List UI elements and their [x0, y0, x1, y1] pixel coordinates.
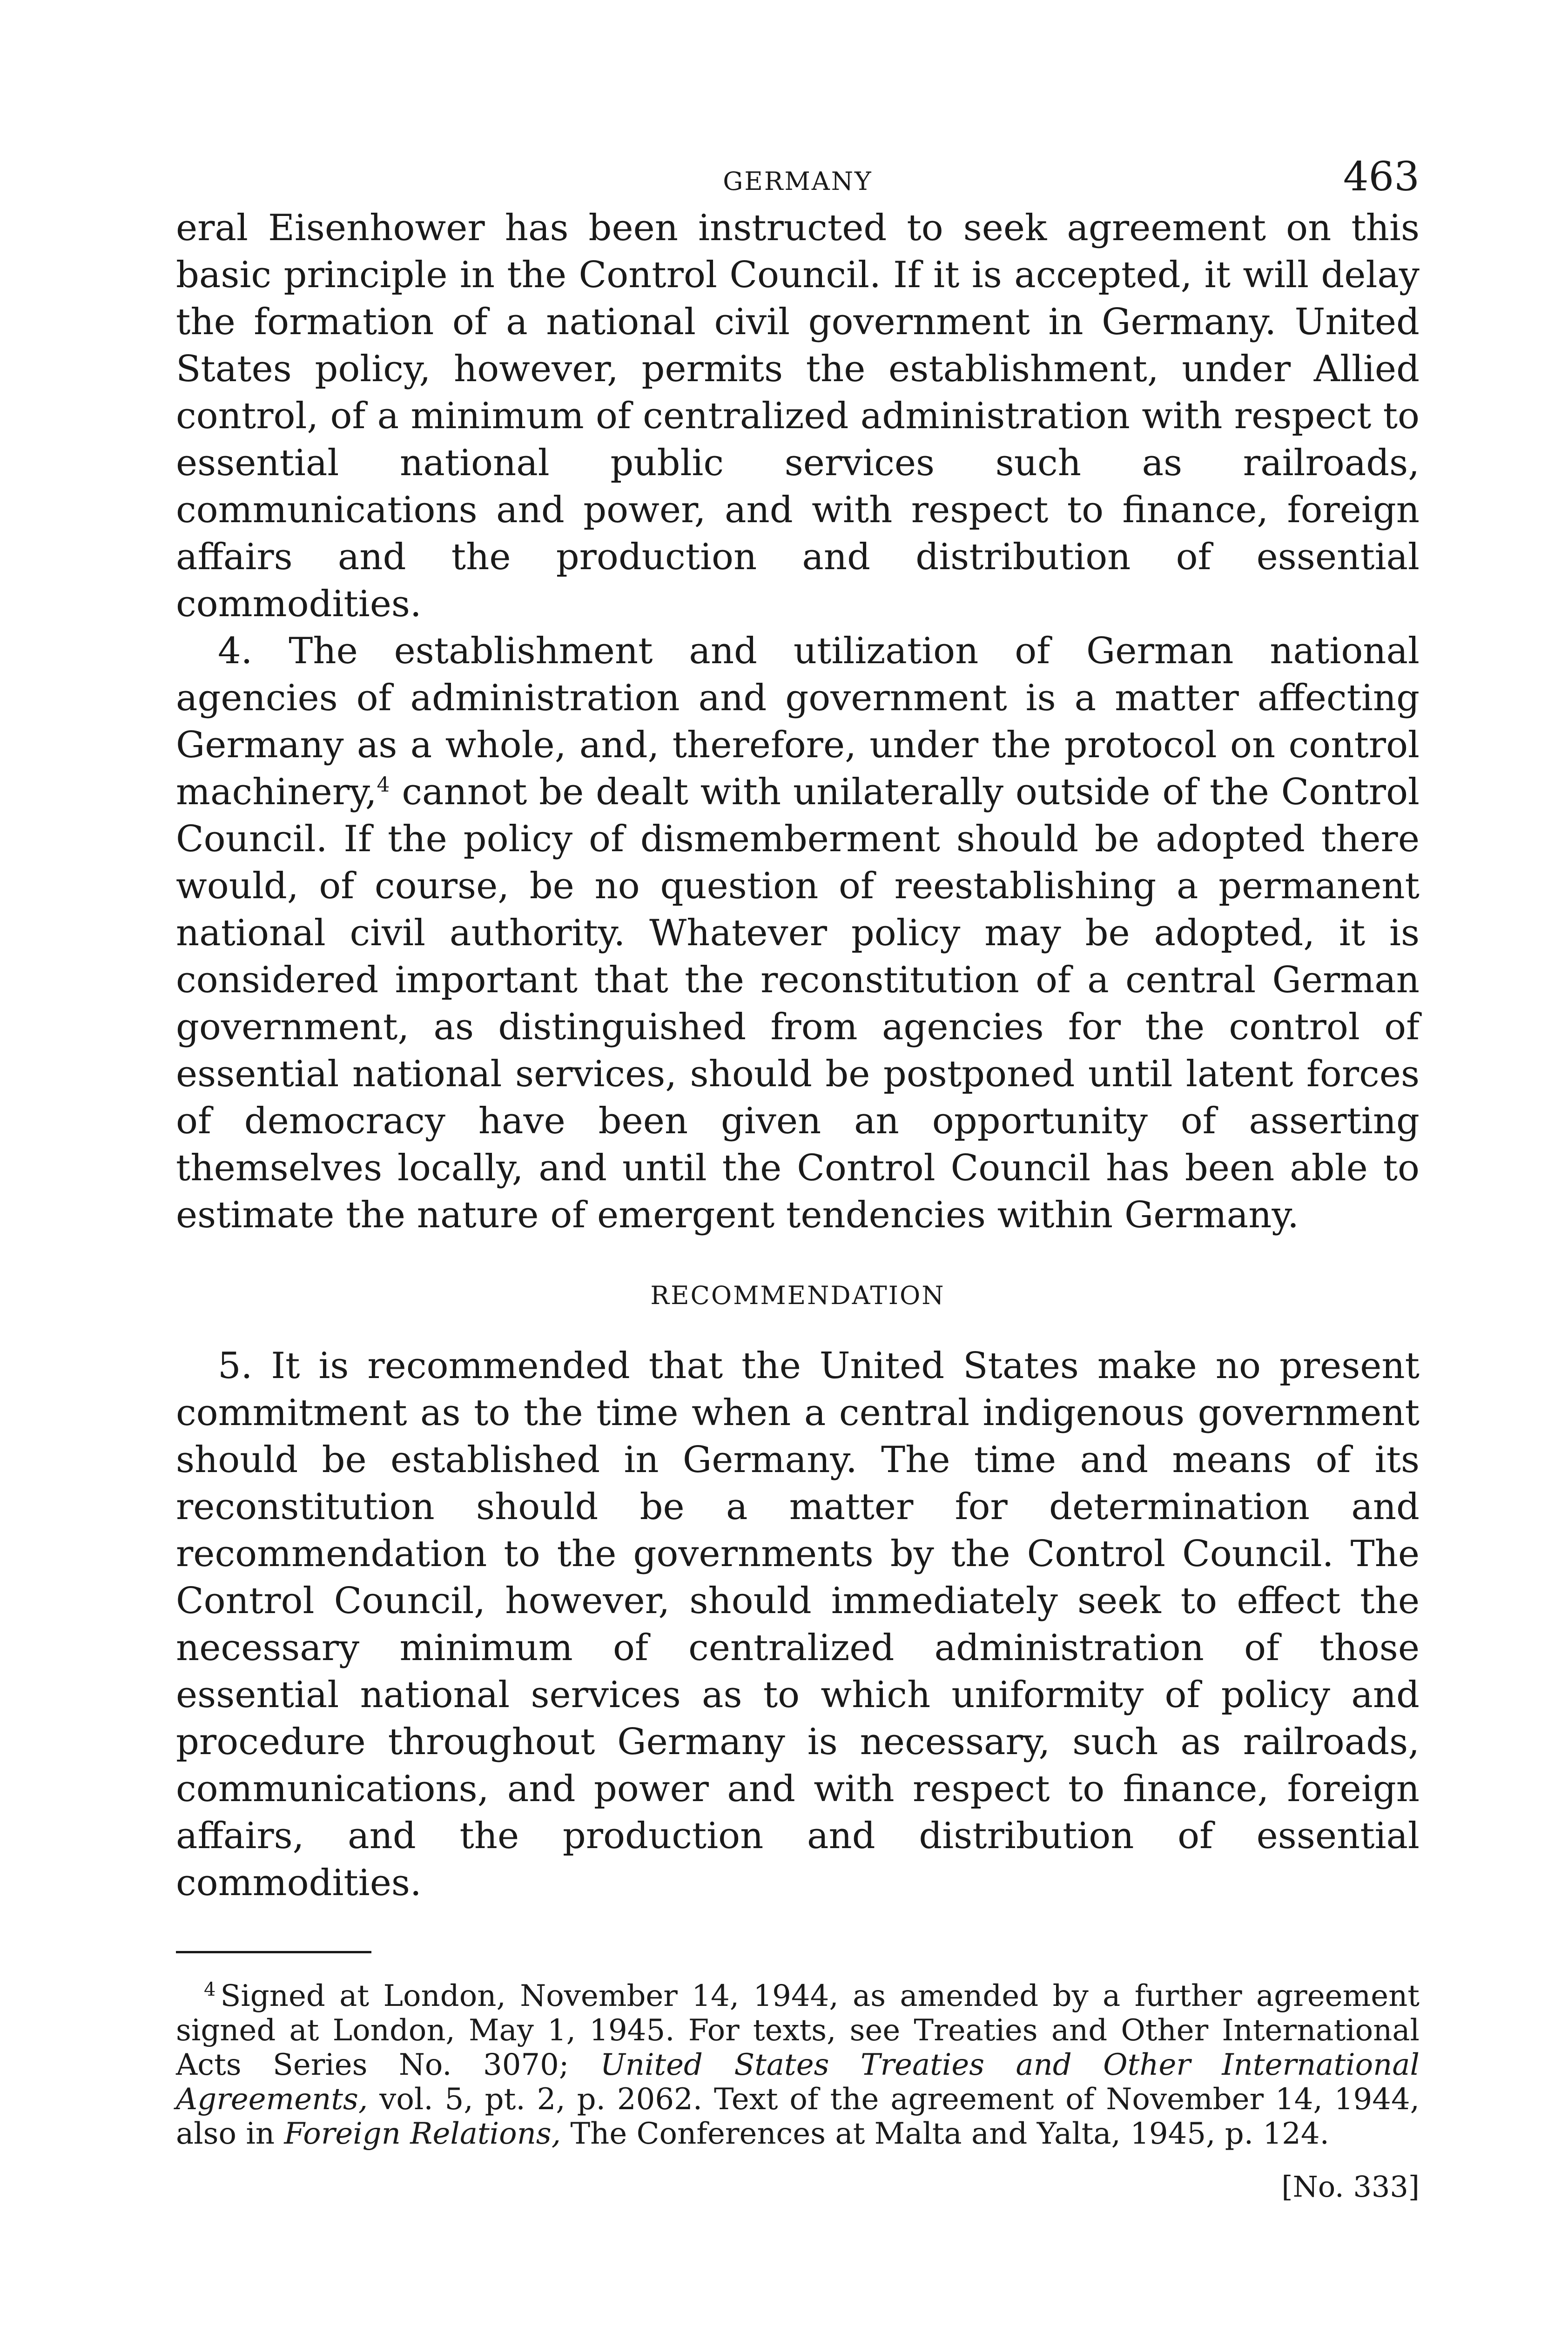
- footnote-divider: [176, 1951, 371, 1953]
- running-title: GERMANY: [723, 167, 873, 196]
- body-text: [176, 205, 1420, 1907]
- footnote-reference: 4: [377, 773, 390, 797]
- document-page: [176, 154, 1420, 2204]
- footnote-mark: 4: [204, 1978, 216, 2000]
- running-head: [176, 154, 1420, 205]
- footnote-text-2: vol. 5, pt. 2, p. 2062. Text of the agreement of November 14, 1944, also in: [176, 2082, 1420, 2151]
- footnote-italic-title-1: United States Treaties and Other International Agreements,: [176, 2048, 1420, 2117]
- page-number: 463: [1343, 154, 1420, 200]
- footnote: [176, 1979, 1420, 2151]
- paragraph-continued: eral Eisenhower has been instructed to seek agreement on this basic principle in the Control Council. If it is accepted, it will delay the formation of a national civil government in Germany. United States policy, however, permits the establishment, under Allied control, of a minimum of centralized administration with respect to essential national public services such as railroads, communications and power, and with respect to finance, foreign affairs and the production and distribution of essential commodities.: [176, 207, 1420, 625]
- paragraph-4: [176, 628, 1420, 1239]
- footnote-text-1: Signed at London, November 14, 1944, as amended by a further agreement signed at London, May 1, 1945. For texts, see Treaties and Other International Acts Series No. 3070;: [176, 1979, 1420, 2082]
- section-heading: RECOMMENDATION: [650, 1281, 945, 1310]
- document-number: [No. 333]: [1281, 2170, 1420, 2204]
- paragraph-4-text-b: cannot be dealt with unilaterally outside of the Control Council. If the policy of dismemberment should be adopted there would, of course, be no question of reestablishing a permanent national civil authority. Whatever policy may be adopted, it is considered important that the reconstitution of a central German government, as distinguished from agencies for the control of essential national services, should be postponed until latent forces of democracy have been given an opportunity of asserting themselves locally, and until the Control Council has been able to estimate the nature of emergent tendencies within Germany.: [176, 771, 1420, 1236]
- footnote-text-3: The Conferences at Malta and Yalta, 1945, p. 124.: [561, 2117, 1329, 2151]
- footnote-italic-title-2: Foreign Relations,: [284, 2117, 561, 2151]
- paragraph-4-text-a: 4. The establishment and utilization of German national agencies of administration and government is a matter affecting Germany as a whole, and, therefore, under the protocol on control machinery,: [176, 630, 1420, 813]
- paragraph-5: 5. It is recommended that the United States make no present commitment as to the time when a central indigenous government should be established in Germany. The time and means of its reconstitution should be a matter for determination and recommendation to the governments by the Control Council. The Control Council, however, should immediately seek to effect the necessary minimum of centralized administration of those essential national services as to which uniformity of policy and procedure throughout Germany is necessary, such as railroads, communications, and power and with respect to finance, foreign affairs, and the production and distribution of essential commodities.: [176, 1345, 1420, 1904]
